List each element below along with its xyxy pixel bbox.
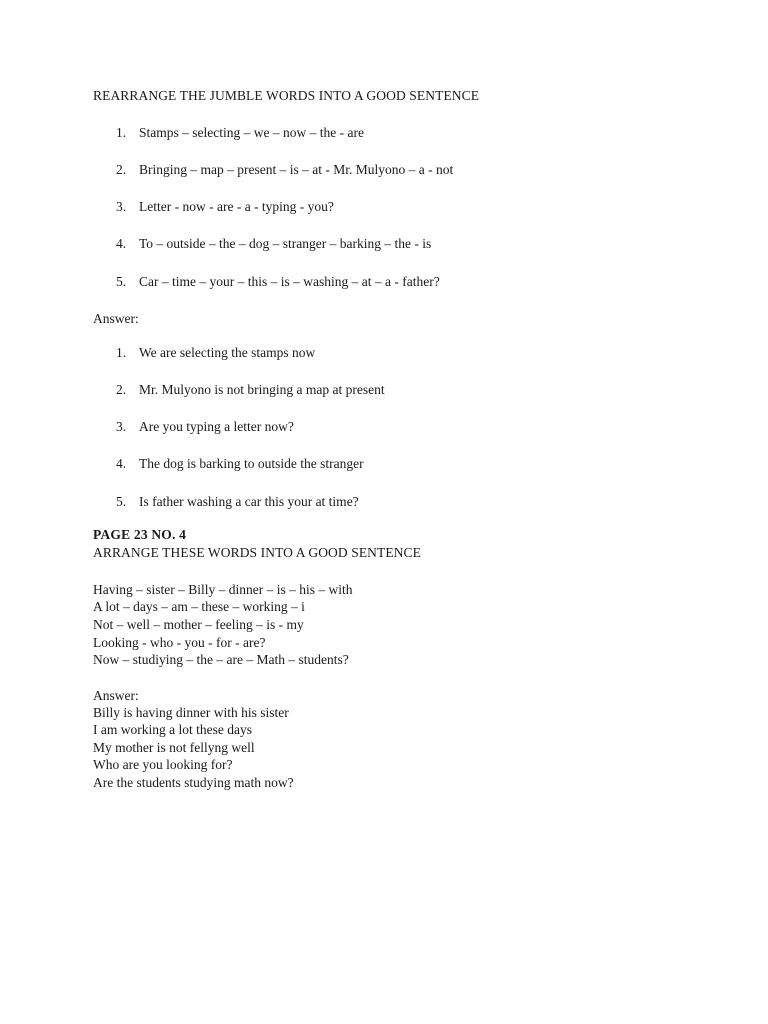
list-item-number: 5. [116,493,127,509]
list-item-text: Car – time – your – this – is – washing – at – a - father? [139,273,440,289]
list-item: I am working a lot these days [93,722,252,738]
list-item-text: To – outside – the – dog – stranger – barking – the - is [139,236,432,252]
section1-heading: REARRANGE THE JUMBLE WORDS INTO A GOOD SENTENCE [93,88,480,103]
list-item-number: 2. [116,382,127,397]
list-item-text: The dog is barking to outside the stranger [139,456,364,472]
list-item [93,274,693,290]
section2-answer-list [93,704,693,792]
list-item: Not – well – mother – feeling – is - my [93,616,304,632]
list-item: Are the students studying math now? [93,774,294,790]
list-item [93,494,693,510]
list-item-number: 3. [116,419,127,435]
list-item [93,382,693,398]
section2-answer-label: Answer: [93,687,139,703]
list-item [93,162,693,178]
list-item-text: Is father washing a car this your at time? [139,493,359,509]
list-item-number: 2. [116,162,127,178]
list-item [93,456,693,472]
list-item [93,236,693,252]
section2-question-list [93,581,693,669]
list-item: Who are you looking for? [93,757,233,773]
list-item-number: 4. [116,456,127,472]
list-item-text: Mr. Mulyono is not bringing a map at present [139,382,385,397]
list-item-text: Are you typing a letter now? [139,419,294,435]
list-item [93,419,693,435]
list-item-number: 1. [116,344,127,360]
list-item-number: 4. [116,236,127,252]
section-rearrange-jumble-words [93,88,693,531]
section-arrange-these-words [93,527,693,791]
list-item [93,125,693,141]
list-item [93,199,693,215]
list-item-number: 3. [116,199,127,215]
list-item: A lot – days – am – these – working – i [93,599,305,615]
list-item: Looking - who - you - for - are? [93,634,266,650]
list-item: My mother is not fellyng well [93,739,255,755]
list-item: Having – sister – Billy – dinner – is – his – with [93,581,353,597]
list-item-text: Stamps – selecting – we – now – the - are [139,124,364,140]
list-item [93,345,693,361]
section2-page-reference: PAGE 23 NO. 4 [93,527,187,542]
list-item-text: Bringing – map – present – is – at - Mr. Mulyono – a - not [139,162,454,178]
list-item-number: 1. [116,124,127,140]
section2-heading: ARRANGE THESE WORDS INTO A GOOD SENTENCE [93,545,422,560]
list-item-number: 5. [116,273,127,289]
list-item: Billy is having dinner with his sister [93,704,289,720]
list-item-text: Letter - now - are - a - typing - you? [139,199,334,215]
section1-answer-list [93,345,693,510]
list-item-text: We are selecting the stamps now [139,344,316,360]
section1-answer-label: Answer: [93,310,139,326]
section1-question-list [93,125,693,290]
list-item: Now – studiying – the – are – Math – students? [93,652,349,668]
